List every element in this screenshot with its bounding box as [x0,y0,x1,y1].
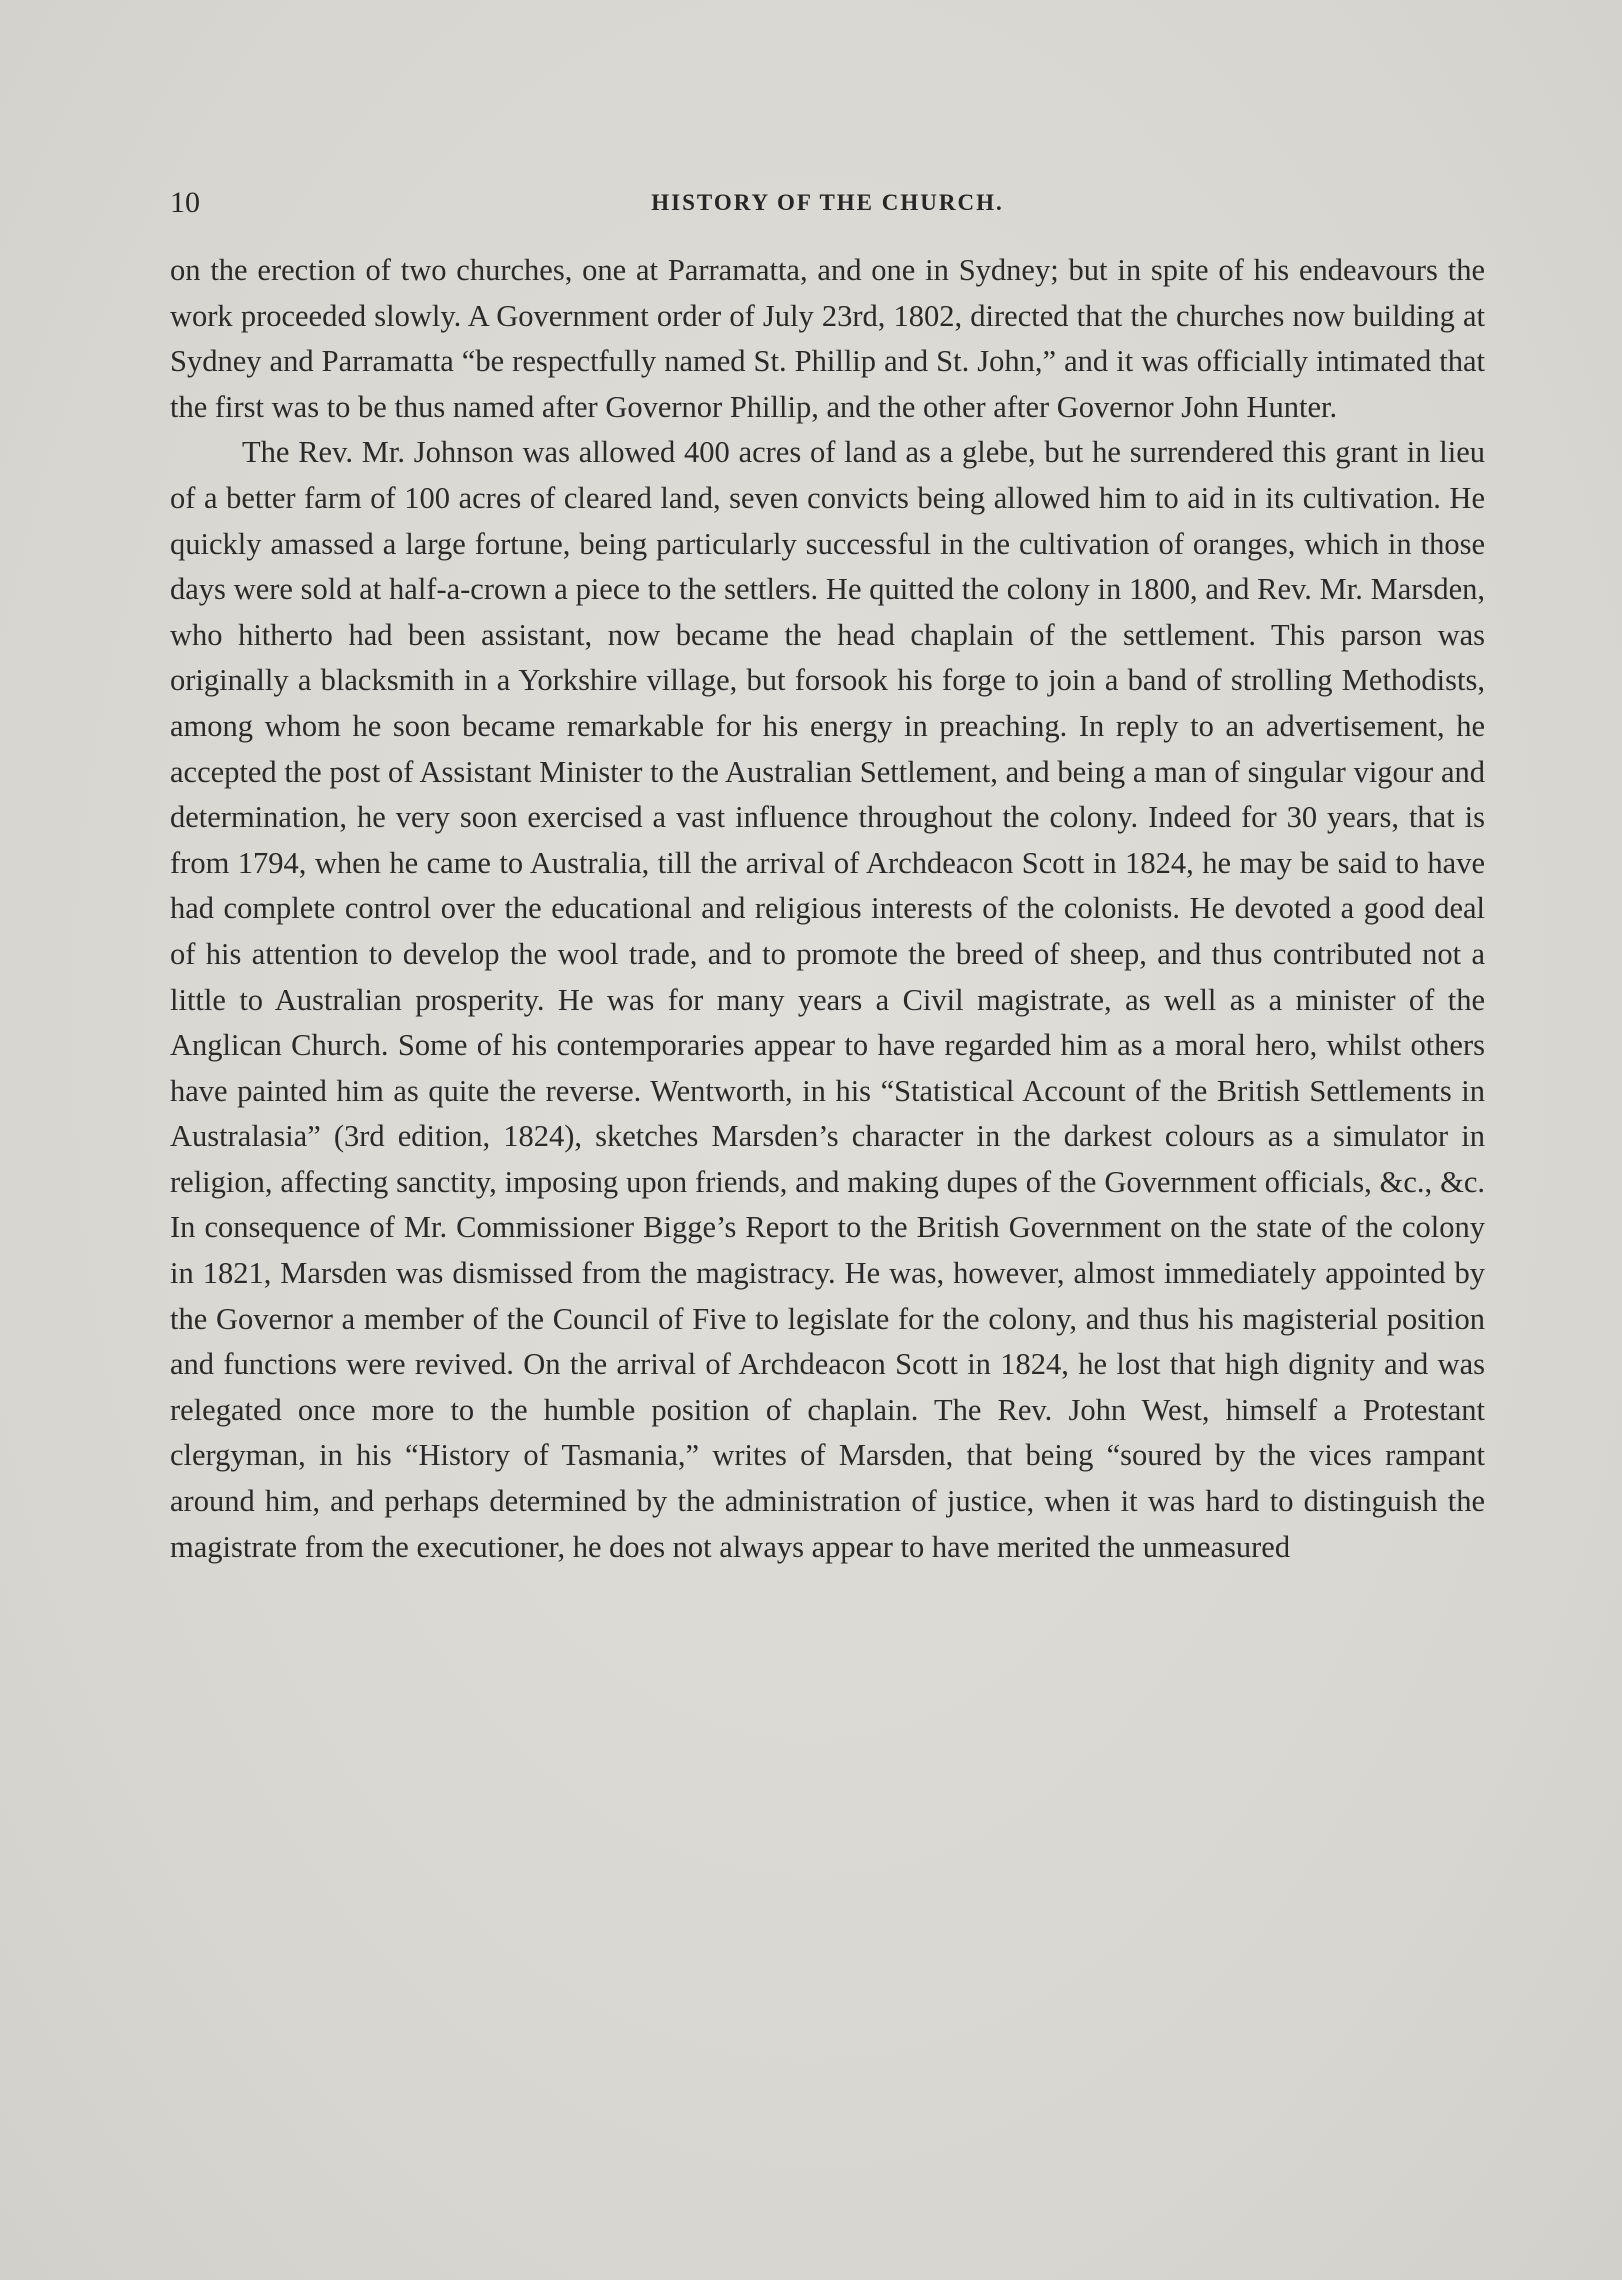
running-head [170,186,1485,226]
body-text [170,248,1485,1570]
paragraph-johnson-marsden: The Rev. Mr. Johnson was allowed 400 acres of land as a glebe, but he surrendered this grant in lieu of a better farm of 100 acres of cleared land, seven convicts being allowed him to aid in its cultivation. He quickly amassed a large fortune, being particularly successful in the cultivation of oranges, which in those days were sold at half-a-crown a piece to the settlers. He quitted the colony in 1800, and Rev. Mr. Marsden, who hitherto had been assistant, now became the head chaplain of the settlement. This parson was originally a blacksmith in a Yorkshire village, but forsook his forge to join a band of strolling Methodists, among whom he soon became remarkable for his energy in preaching. In reply to an advertisement, he accepted the post of Assistant Minister to the Australian Settlement, and being a man of singular vigour and determination, he very soon exercised a vast influence throughout the colony. Indeed for 30 years, that is from 1794, when he came to Australia, till the arrival of Archdeacon Scott in 1824, he may be said to have had complete control over the educational and religious interests of the colonists. He devoted a good deal of his attention to develop the wool trade, and to promote the breed of sheep, and thus contributed not a little to Australian prosperity. He was for many years a Civil magistrate, as well as a minister of the Anglican Church. Some of his contemporaries appear to have regarded him as a moral hero, whilst others have painted him as quite the reverse. Wentworth, in his “Statistical Account of the British Settlements in Australasia” (3rd edition, 1824), sketches Marsden’s character in the darkest colours as a simulator in religion, affecting sanctity, imposing upon friends, and making dupes of the Government officials, &c., &c. In consequence of Mr. Commissioner Bigge’s Report to the British Government on the state of the colony in 1821, Marsden was dismissed from the magistracy. He was, however, almost immediately appointed by the Governor a member of the Council of Five to legislate for the colony, and thus his magisterial position and functions were revived. On the arrival of Archdeacon Scott in 1824, he lost that high dignity and was relegated once more to the humble position of chaplain. The Rev. John West, himself a Protestant clergyman, in his “History of Tasmania,” writes of Marsden, that being “soured by the vices rampant around him, and perhaps determined by the administration of justice, when it was hard to distinguish the magistrate from the executioner, he does not always appear to have merited the unmeasured [170,435,1485,1564]
paragraph-continuation: on the erection of two churches, one at Parramatta, and one in Sydney; but in spite of his endeavours the work proceeded slowly. A Government order of July 23rd, 1802, directed that the churches now building at Sydney and Parramatta “be respectfully named St. Phillip and St. John,” and it was officially intimated that the first was to be thus named after Governor Phillip, and the other after Governor John Hunter. [170,253,1485,424]
page-number: 10 [170,186,200,219]
running-title: HISTORY OF THE CHURCH. [651,190,1004,215]
